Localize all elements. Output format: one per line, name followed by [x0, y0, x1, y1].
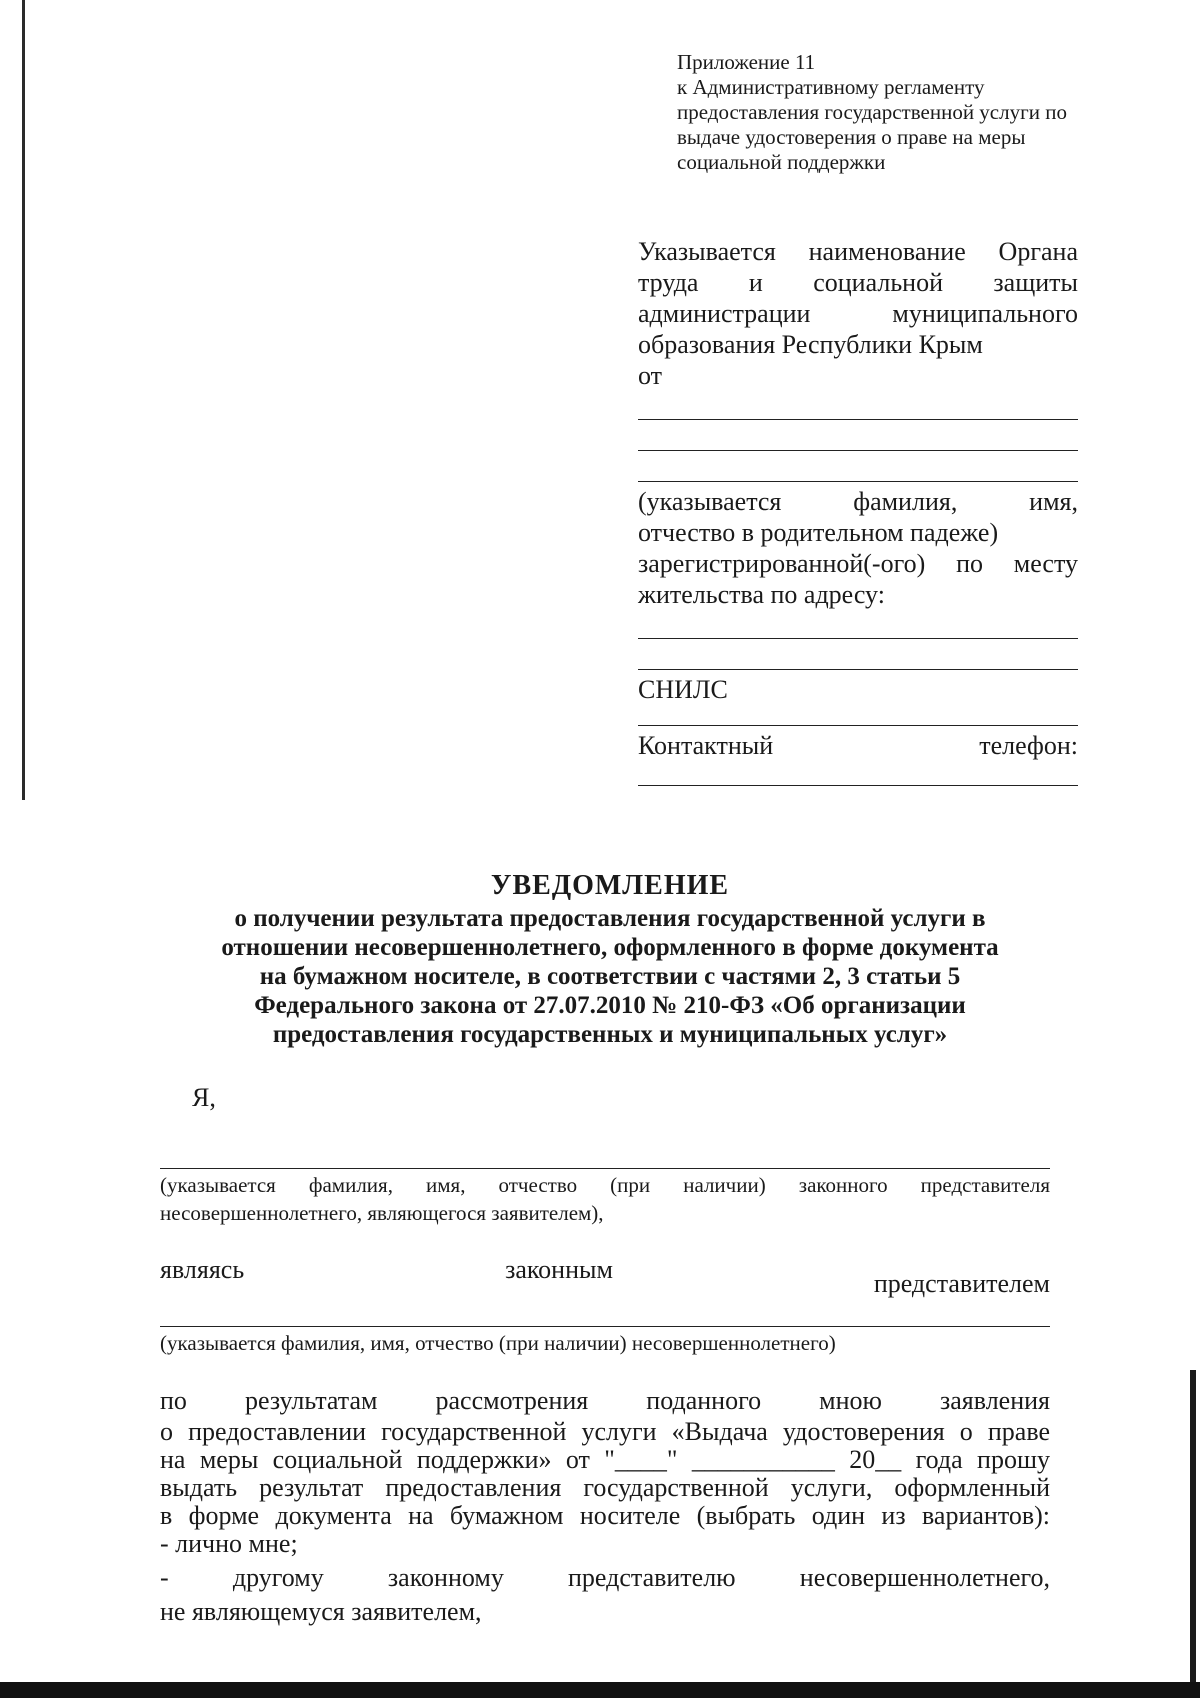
request-line: выдать результат предоставления государственной услуги, оформленный	[160, 1473, 1050, 1502]
minor-name-block	[160, 1326, 1050, 1357]
minor-name-line[interactable]	[160, 1326, 1050, 1327]
representative-name-block	[160, 1168, 1050, 1227]
phone-row	[638, 730, 1078, 761]
title-sub-line: на бумажном носителе, в соответствии с частями 2, 3 статьи 5	[259, 963, 961, 990]
scan-edge-right	[1190, 1370, 1196, 1698]
phone-line[interactable]	[638, 785, 1078, 786]
phone-label-right: телефон:	[979, 731, 1078, 760]
request-line: на меры социальной поддержки» от "____" ___________ 20__ года прошу	[160, 1445, 1050, 1474]
snils-label: СНИЛС	[638, 675, 728, 704]
being-row	[160, 1250, 1050, 1298]
title-sub-line: о получении результата предоставления государственной услуги в	[234, 905, 986, 932]
title-sub-line: предоставления государственных и муниципальных услуг»	[272, 1021, 948, 1048]
request-paragraph	[160, 1384, 1050, 1626]
organ-line: труда и социальной защиты	[638, 268, 1078, 297]
fio-hint-line: отчество в родительном падеже)	[638, 518, 999, 547]
representative-hint-line: (указывается фамилия, имя, отчество (при наличии) законного представителя	[160, 1173, 1050, 1197]
appendix-line: социальной поддержки	[677, 150, 886, 174]
representative-name-line[interactable]	[160, 1168, 1050, 1169]
appendix-line: предоставления государственной услуги по	[677, 100, 1067, 124]
being-word: законным	[505, 1255, 613, 1284]
appendix-line: Приложение 11	[677, 50, 816, 74]
representative-hint-line: несовершеннолетнего, являющегося заявителем),	[160, 1201, 604, 1225]
option-personal[interactable]: - лично мне;	[160, 1529, 298, 1558]
organ-line: Указывается наименование Органа	[638, 237, 1078, 266]
option-other-representative-cont: не являющемуся заявителем,	[160, 1597, 482, 1626]
from-label: от	[638, 361, 663, 390]
organ-line: администрации муниципального	[638, 299, 1078, 328]
phone-label-left: Контактный	[638, 731, 774, 760]
appendix-header	[677, 50, 1147, 175]
recipient-block	[638, 236, 1078, 786]
fio-hint-line: зарегистрированной(-ого) по месту	[638, 549, 1078, 578]
scan-edge-left	[22, 0, 25, 800]
request-line: о предоставлении государственной услуги «Выдача удостоверения о праве	[160, 1417, 1050, 1446]
ya-label: Я,	[192, 1083, 216, 1112]
being-word: представителем	[873, 1269, 1050, 1298]
document-title	[160, 868, 1060, 1049]
title-sub-line: Федерального закона от 27.07.2010 № 210-ФЗ «Об организации	[254, 992, 966, 1019]
being-word: являясь	[160, 1255, 245, 1284]
request-line: в форме документа на бумажном носителе (выбрать один из вариантов):	[160, 1501, 1050, 1530]
fio-hint-line: жительства по адресу:	[638, 580, 885, 609]
scan-edge-bottom	[0, 1682, 1200, 1698]
minor-hint: (указывается фамилия, имя, отчество (при наличии) несовершеннолетнего)	[160, 1331, 836, 1355]
option-other-representative[interactable]: - другому законному представителю несовершеннолетнего,	[160, 1563, 1050, 1592]
appendix-line: выдаче удостоверения о праве на меры	[677, 125, 1026, 149]
ya-label-row	[160, 1084, 1050, 1112]
request-line: по результатам рассмотрения поданного мною заявления	[160, 1386, 1050, 1415]
title-main: УВЕДОМЛЕНИЕ	[490, 870, 730, 901]
appendix-line: к Административному регламенту	[677, 75, 985, 99]
title-sub-line: отношении несовершеннолетнего, оформленного в форме документа	[221, 934, 999, 961]
organ-line: образования Республики Крым	[638, 330, 983, 359]
fio-hint-line: (указывается фамилия, имя,	[638, 487, 1078, 516]
